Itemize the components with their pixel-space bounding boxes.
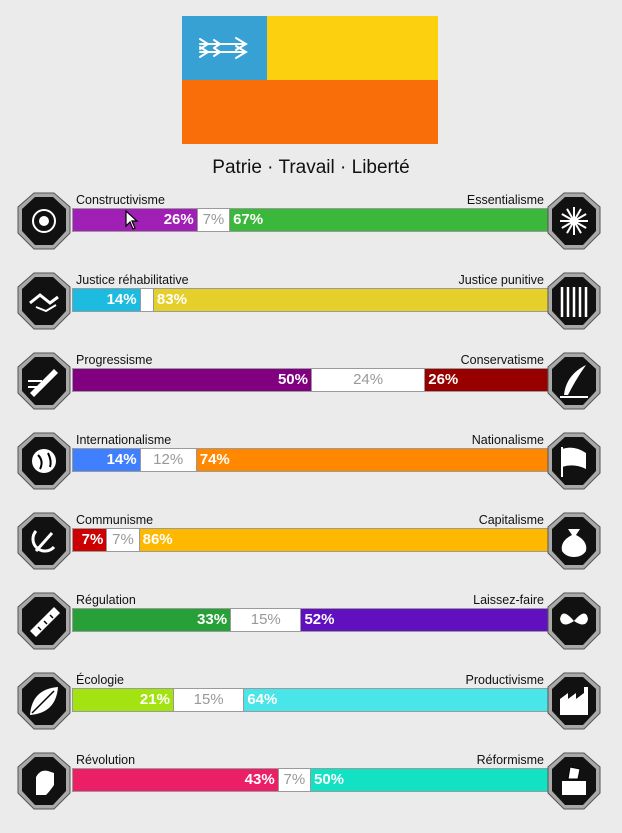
axis-bar: [72, 208, 550, 232]
axis-bar: [72, 368, 550, 392]
axis-row: [0, 753, 622, 833]
neutral-percent: 7%: [278, 769, 311, 791]
globe-icon: [16, 431, 72, 491]
axis-right-label: Réformisme: [476, 753, 544, 767]
axis-right-label: Essentialisme: [466, 193, 544, 207]
left-percent: 33%: [73, 609, 230, 631]
left-percent: 50%: [73, 369, 311, 391]
axis-row: [0, 593, 622, 673]
axis-left-label: Écologie: [76, 673, 124, 687]
axis-row: [0, 273, 622, 353]
axis-bar: [72, 768, 550, 792]
rocket-icon: [16, 351, 72, 411]
butterflies-icon: [546, 591, 602, 651]
handshake-icon: [16, 271, 72, 331]
neutral-percent: 7%: [197, 209, 230, 231]
axis-right-label: Nationalisme: [471, 433, 544, 447]
eye-icon: [16, 191, 72, 251]
axis-left-label: Révolution: [76, 753, 136, 767]
left-percent: 7%: [73, 529, 106, 551]
ballot-icon: [546, 751, 602, 811]
neutral-percent: 15%: [230, 609, 301, 631]
axis-bar: [72, 448, 550, 472]
axis-right-label: Capitalisme: [478, 513, 544, 527]
flag-canton: [182, 16, 267, 80]
axis-left-label: Justice réhabilitative: [76, 273, 189, 287]
axis-left-label: Communisme: [76, 513, 154, 527]
prison-bars-icon: [546, 271, 602, 331]
axis-bar: [72, 528, 550, 552]
motto: Patrie · Travail · Liberté: [212, 157, 410, 178]
axis-right-label: Conservatisme: [460, 353, 544, 367]
right-percent: 67%: [230, 209, 549, 231]
hammer-sickle-icon: [16, 511, 72, 571]
neutral-percent: 12%: [140, 449, 197, 471]
factory-icon: [546, 671, 602, 731]
fist-icon: [16, 751, 72, 811]
axis-left-label: Progressisme: [76, 353, 153, 367]
axis-left-label: Constructivisme: [76, 193, 165, 207]
flag-top-stripe: [267, 16, 438, 80]
axis-bar: [72, 288, 550, 312]
right-percent: 64%: [244, 689, 549, 711]
right-percent: 26%: [425, 369, 549, 391]
axis-bar: [72, 688, 550, 712]
flag-icon: [546, 431, 602, 491]
axis-row: [0, 353, 622, 433]
mouse-cursor-icon: [125, 210, 139, 230]
arrows-icon: [194, 32, 250, 64]
left-percent: 26%: [73, 209, 197, 231]
flower-icon: [546, 191, 602, 251]
neutral-percent: 15%: [173, 689, 244, 711]
flag-bottom-stripe: [182, 80, 438, 144]
ruler-icon: [16, 591, 72, 651]
axis-row: [0, 433, 622, 513]
right-percent: 86%: [140, 529, 549, 551]
axis-bar: [72, 608, 550, 632]
left-percent: 14%: [73, 449, 140, 471]
neutral-percent: 7%: [106, 529, 139, 551]
axis-right-label: Productivisme: [465, 673, 544, 687]
left-percent: 43%: [73, 769, 278, 791]
axis-right-label: Justice punitive: [458, 273, 544, 287]
flag: [182, 16, 438, 144]
axis-row: [0, 673, 622, 753]
axis-row: [0, 193, 622, 273]
left-percent: 14%: [73, 289, 140, 311]
right-percent: 83%: [154, 289, 549, 311]
right-percent: 50%: [311, 769, 549, 791]
neutral-percent: 24%: [311, 369, 425, 391]
axis-right-label: Laissez-faire: [473, 593, 544, 607]
leaf-icon: [16, 671, 72, 731]
right-percent: 74%: [197, 449, 549, 471]
left-percent: 21%: [73, 689, 173, 711]
quill-icon: [546, 351, 602, 411]
axis-left-label: Régulation: [76, 593, 136, 607]
right-percent: 52%: [301, 609, 549, 631]
money-bag-icon: [546, 511, 602, 571]
axis-row: [0, 513, 622, 593]
neutral-percent: [140, 289, 154, 311]
axis-left-label: Internationalisme: [76, 433, 172, 447]
